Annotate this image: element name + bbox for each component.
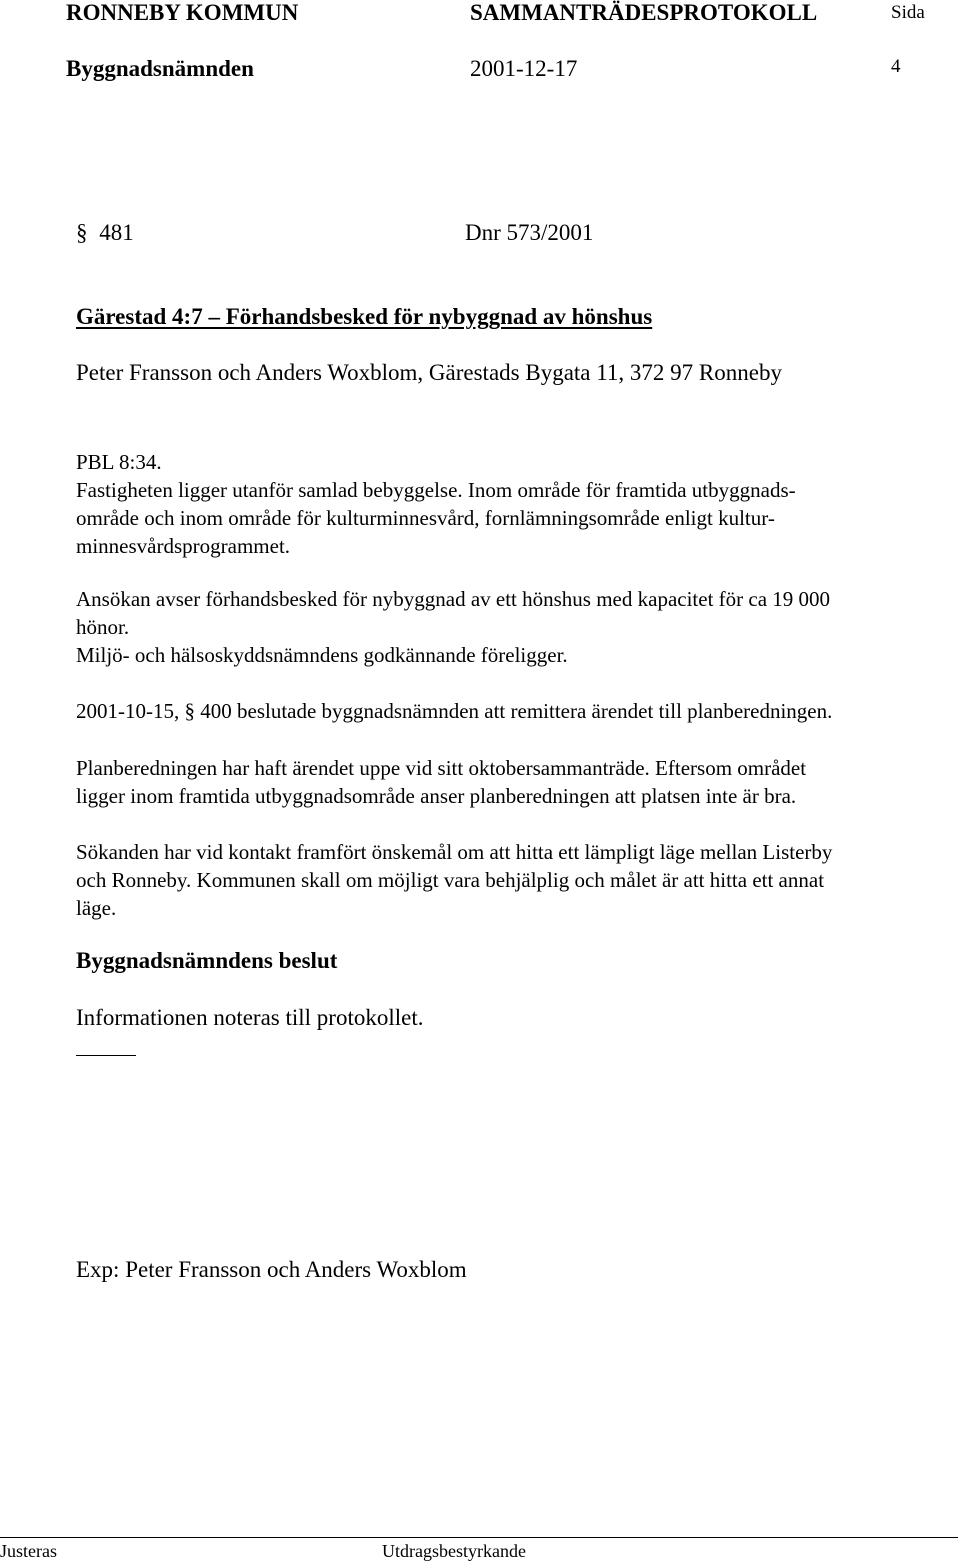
paragraph-applicant-request <box>76 838 956 922</box>
paragraph-line: och Ronneby. Kommunen skall om möjligt vara behjälplig och målet är att hitta ett annat <box>76 868 825 892</box>
municipality-name: RONNEBY KOMMUN <box>66 0 299 25</box>
referral-date: 2001-10-15, <box>76 699 180 723</box>
applicant-line: Peter Fransson och Anders Woxblom, Gärestads Bygata 11, 372 97 Ronneby <box>76 360 782 385</box>
item-title: Gärestad 4:7 – Förhandsbesked för nybyggnad av hönshus <box>76 304 653 329</box>
paragraph-line: minnesvårdsprogrammet. <box>76 534 291 558</box>
meeting-date: 2001-12-17 <box>470 56 578 81</box>
paragraph-line: hönor. <box>76 615 130 639</box>
document-type: SAMMANTRÄDESPROTOKOLL <box>470 0 818 25</box>
page-label: Sida <box>891 2 925 23</box>
referral-text: 400 beslutade byggnadsnämnden att remittera ärendet till planberedningen. <box>200 699 833 723</box>
decision-text: Informationen noteras till protokollet. <box>76 1005 424 1030</box>
paragraph-referral <box>76 697 956 725</box>
board-name: Byggnadsnämnden <box>66 56 254 81</box>
paragraph-line: Fastigheten ligger utanför samlad bebyggelse. Inom område för framtida utbyggnads- <box>76 478 796 502</box>
footer-rule <box>0 1537 958 1538</box>
paragraph-symbol-icon: § <box>76 220 88 245</box>
paragraph-line: läge. <box>76 896 117 920</box>
paragraph-line: PBL 8:34. <box>76 450 162 474</box>
paragraph-application <box>76 585 956 669</box>
end-of-item-rule <box>76 1055 136 1056</box>
page-number: 4 <box>891 56 901 77</box>
decision-heading: Byggnadsnämndens beslut <box>76 948 338 973</box>
paragraph-symbol-icon: § <box>184 699 195 723</box>
footer-justeras: Justeras <box>0 1541 57 1561</box>
paragraph-line: Miljö- och hälsoskyddsnämndens godkännande föreligger. <box>76 643 568 667</box>
paragraph-line: Ansökan avser förhandsbesked för nybyggnad av ett hönshus med kapacitet för ca 19 000 <box>76 587 831 611</box>
item-number: 481 <box>99 220 134 245</box>
expedition-line: Exp: Peter Fransson och Anders Woxblom <box>76 1257 467 1282</box>
paragraph-planning <box>76 754 956 810</box>
dnr-number: Dnr 573/2001 <box>465 220 594 245</box>
paragraph-line: Sökanden har vid kontakt framfört önskemål om att hitta ett lämpligt läge mellan Listerby <box>76 840 833 864</box>
item-number-line <box>76 220 134 246</box>
paragraph-line: ligger inom framtida utbyggnadsområde anser planberedningen att platsen inte är bra. <box>76 784 797 808</box>
paragraph-background <box>76 448 956 560</box>
footer-utdragsbestyrkande: Utdragsbestyrkande <box>382 1541 526 1561</box>
paragraph-line: område och inom område för kulturminnesvård, fornlämningsområde enligt kultur- <box>76 506 775 530</box>
paragraph-line: Planberedningen har haft ärendet uppe vid sitt oktobersammanträde. Eftersom området <box>76 756 807 780</box>
